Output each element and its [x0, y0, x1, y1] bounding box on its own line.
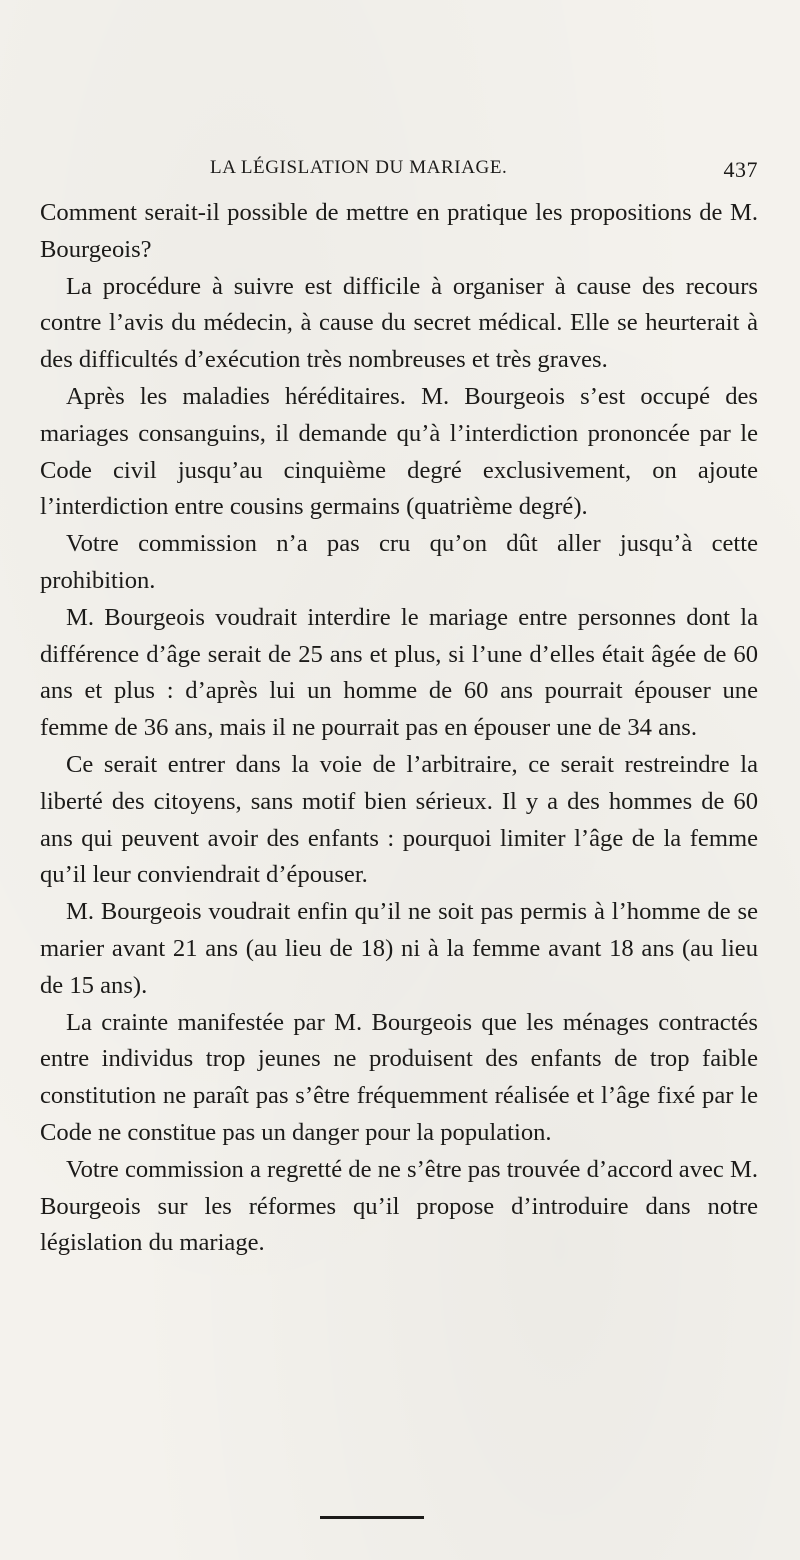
- page-number: 437: [723, 157, 758, 182]
- paragraph: Votre commission a regretté de ne s’être pas trouvée d’accord avec M. Bourgeois sur les réformes qu’il propose d’introduire dans notre législation du mariage.: [40, 1155, 758, 1257]
- paragraph: La procédure à suivre est difficile à organiser à cause des recours contre l’avis du médecin, à cause du secret médical. Elle se heurterait à des difficultés d’exécution très nombreuses et très graves.: [40, 272, 758, 374]
- paragraph: Votre commission n’a pas cru qu’on dût aller jusqu’à cette prohibition.: [40, 530, 758, 594]
- running-title: LA LÉGISLATION DU MARIAGE.: [210, 157, 508, 178]
- paragraph: Après les maladies héréditaires. M. Bourgeois s’est occupé des mariages consanguins, il demande qu’à l’interdiction prononcée par le Code civil jusqu’au cinquième degré exclusivement, on ajoute l’interdiction entre cousins germains (quatrième degré).: [40, 382, 758, 521]
- paragraph: Ce serait entrer dans la voie de l’arbitraire, ce serait restreindre la liberté des citoyens, sans motif bien sérieux. Il y a des hommes de 60 ans qui peuvent avoir des enfants : pourquoi limiter l’âge de la femme qu’il leur conviendrait d’épouser.: [40, 750, 758, 889]
- paragraph: M. Bourgeois voudrait enfin qu’il ne soit pas permis à l’homme de se marier avant 21 ans (au lieu de 18) ni à la femme avant 18 ans (au lieu de 15 ans).: [40, 898, 758, 999]
- paragraph: M. Bourgeois voudrait interdire le mariage entre personnes dont la différence d’âge serait de 25 ans et plus, si l’une d’elles était âgée de 60 ans et plus : d’après lui un homme de 60 ans pourrait épouser une femme de 36 ans, mais il ne pourrait pas en épouser une de 34 ans.: [40, 603, 758, 742]
- paragraph: Comment serait-il possible de mettre en pratique les propositions de M. Bourgeois?: [40, 199, 758, 263]
- footer-rule: [320, 1516, 424, 1519]
- paragraph: La crainte manifestée par M. Bourgeois que les ménages contractés entre individus trop jeunes ne produisent des enfants de trop faible constitution ne paraît pas s’être fréquemment réalisée et l’âge fixé par le Code ne constitue pas un danger pour la population.: [40, 1008, 758, 1146]
- page-header: [40, 157, 758, 187]
- body-text: [40, 195, 758, 1262]
